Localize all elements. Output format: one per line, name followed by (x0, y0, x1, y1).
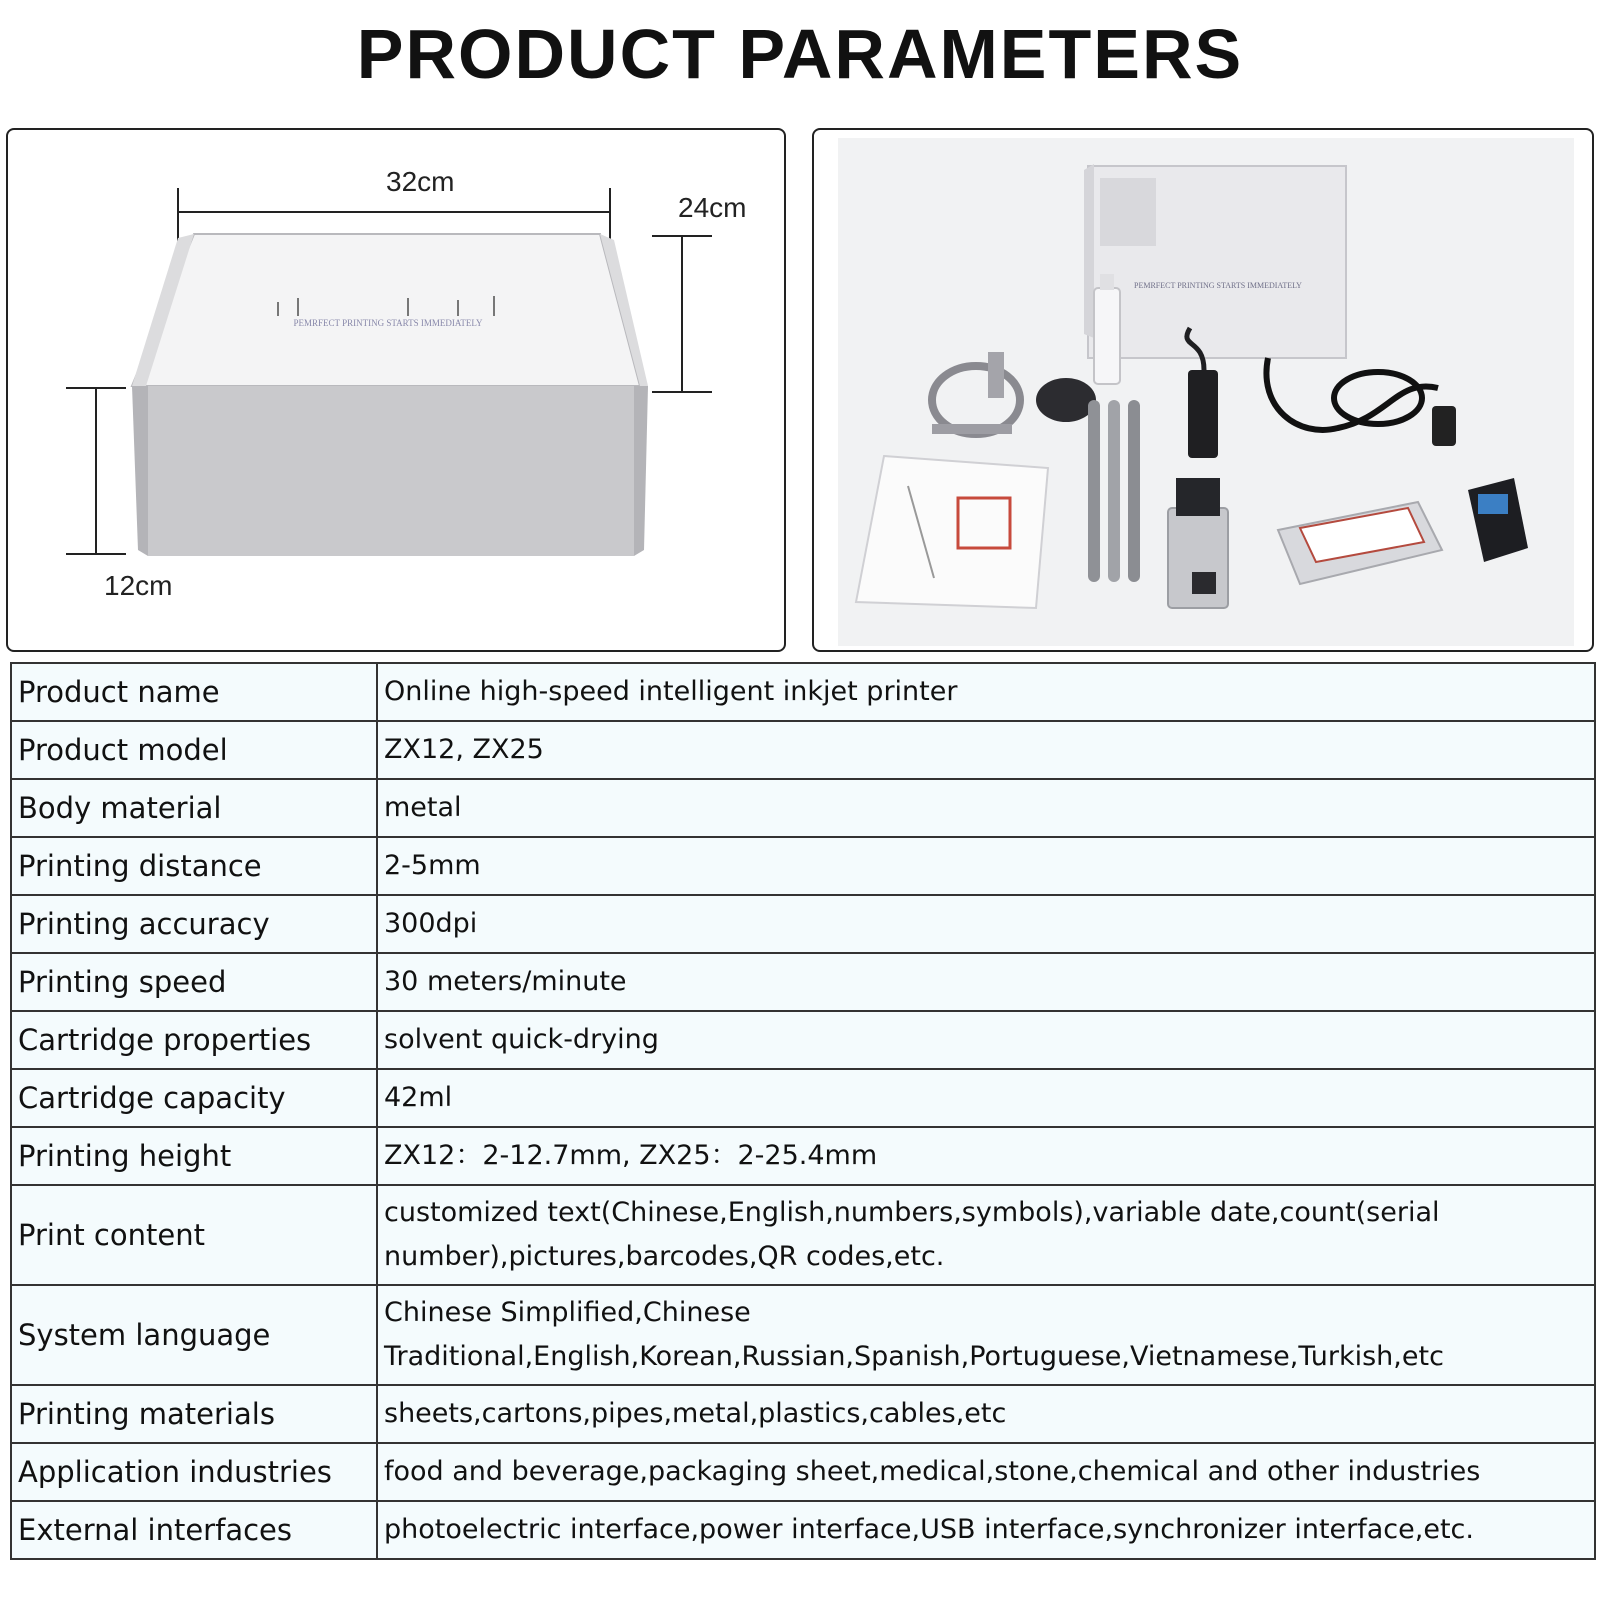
table-row (11, 1501, 1595, 1559)
shipping-box (132, 234, 648, 556)
table-row (11, 1011, 1595, 1069)
photo-box-print-text: PEMRFECT PRINTING STARTS IMMEDIATELY (1134, 281, 1302, 290)
param-value: Online high-speed intelligent inkjet printer (377, 663, 1595, 721)
table-row (11, 1069, 1595, 1127)
table-row (11, 837, 1595, 895)
param-value: customized text(Chinese,English,numbers,symbols),variable date,count(serial number),pictures,barcodes,QR codes,etc. (377, 1185, 1595, 1285)
depth-label: 24cm (678, 192, 747, 223)
table-row (11, 1127, 1595, 1185)
param-value: Chinese Simplified,Chinese Traditional,English,Korean,Russian,Spanish,Portuguese,Vietnamese,Turkish,etc (377, 1285, 1595, 1385)
power-cables (1266, 358, 1456, 446)
table-row (11, 1385, 1595, 1443)
param-value: 30 meters/minute (377, 953, 1595, 1011)
param-value: metal (377, 779, 1595, 837)
param-value: ZX12：2-12.7mm, ZX25：2-25.4mm (377, 1127, 1595, 1185)
table-row (11, 895, 1595, 953)
table-row (11, 663, 1595, 721)
param-label: Product model (11, 721, 377, 779)
param-label: Printing accuracy (11, 895, 377, 953)
param-value: 42ml (377, 1069, 1595, 1127)
print-head-unit (1168, 478, 1228, 608)
product-box (1084, 164, 1346, 358)
param-label: Cartridge properties (11, 1011, 377, 1069)
param-label: Body material (11, 779, 377, 837)
width-label: 32cm (386, 166, 455, 197)
param-value: food and beverage,packaging sheet,medical,stone,chemical and other industries (377, 1443, 1595, 1501)
table-row (11, 721, 1595, 779)
package-contents-panel (812, 128, 1594, 652)
package-contents-illustration (838, 138, 1574, 646)
box-dimension-panel (6, 128, 786, 652)
table-row (11, 779, 1595, 837)
spray-bottle (1094, 274, 1120, 384)
page-title: PRODUCT PARAMETERS (356, 15, 1244, 93)
param-label: Printing speed (11, 953, 377, 1011)
screws-bag (1036, 378, 1096, 422)
param-label: Printing materials (11, 1385, 377, 1443)
param-label: Printing height (11, 1127, 377, 1185)
package-contents-photo (838, 138, 1574, 646)
table-row (11, 1185, 1595, 1285)
param-label: Cartridge capacity (11, 1069, 377, 1127)
param-value: solvent quick-drying (377, 1011, 1595, 1069)
param-value: 2-5mm (377, 837, 1595, 895)
table-row (11, 1285, 1595, 1385)
box-print-text: PEMRFECT PRINTING STARTS IMMEDIATELY (293, 318, 483, 328)
table-row (11, 1443, 1595, 1501)
height-label: 12cm (104, 570, 173, 601)
ink-cartridge (1468, 478, 1528, 562)
parameters-table (10, 662, 1596, 1560)
param-value: sheets,cartons,pipes,metal,plastics,cables,etc (377, 1385, 1595, 1443)
param-label: Application industries (11, 1443, 377, 1501)
param-value: photoelectric interface,power interface,USB interface,synchronizer interface,etc. (377, 1501, 1595, 1559)
mounting-bracket (932, 352, 1020, 434)
param-value: 300dpi (377, 895, 1595, 953)
param-label: System language (11, 1285, 377, 1385)
param-label: Print content (11, 1185, 377, 1285)
steel-rods (1088, 400, 1140, 582)
controller-unit (1278, 502, 1442, 584)
param-label: Product name (11, 663, 377, 721)
param-value: ZX12, ZX25 (377, 721, 1595, 779)
param-label: Printing distance (11, 837, 377, 895)
instruction-manual (856, 456, 1048, 608)
param-label: External interfaces (11, 1501, 377, 1559)
table-row (11, 953, 1595, 1011)
